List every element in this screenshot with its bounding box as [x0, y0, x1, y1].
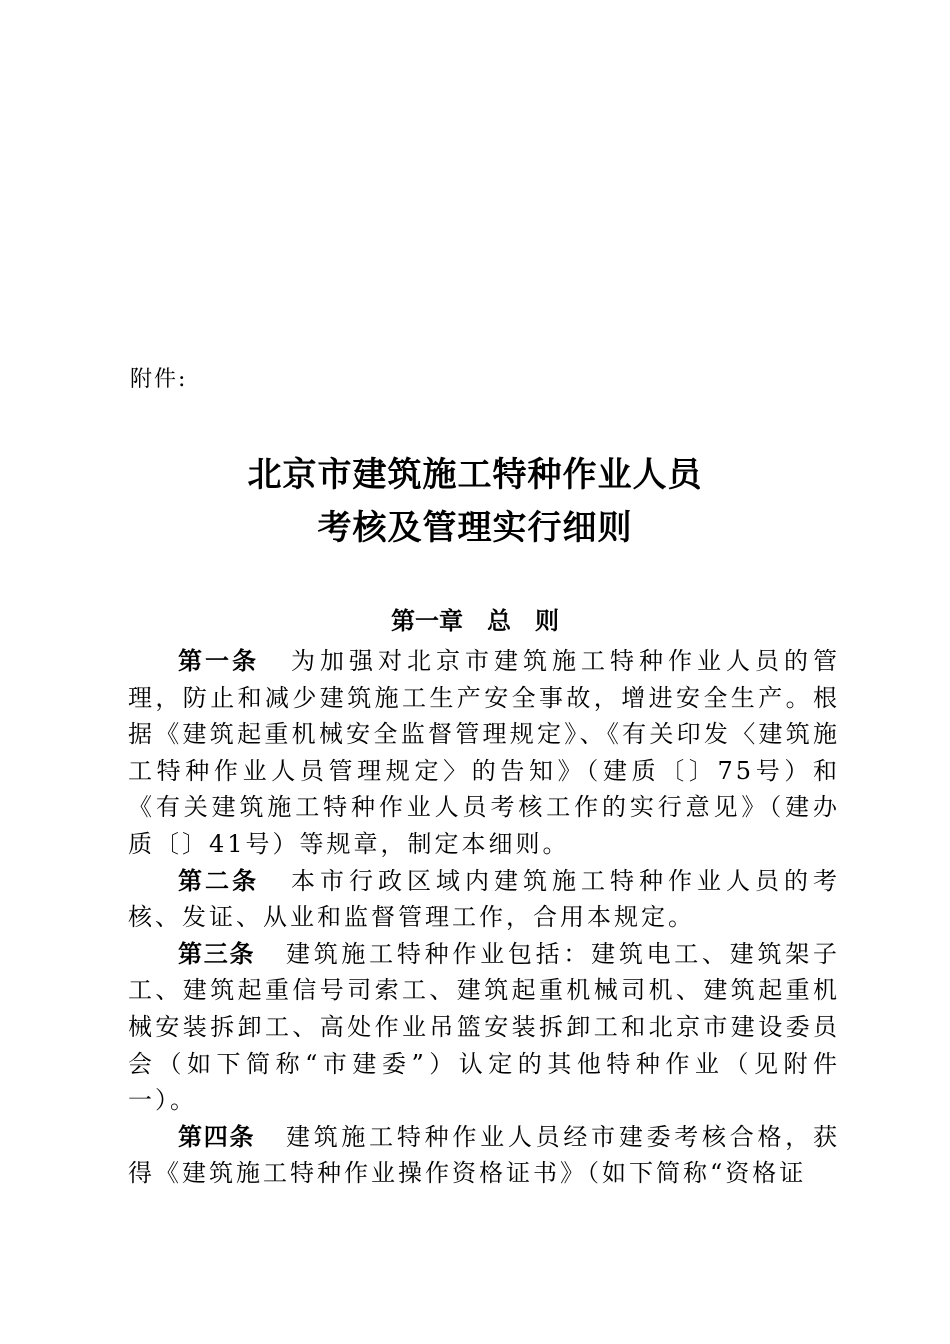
- article-4: [128, 1119, 840, 1192]
- chapter-heading: 第一章 总 则: [391, 606, 559, 635]
- article-number: 第四条: [178, 1121, 256, 1151]
- attachment-label: 附件:: [130, 367, 188, 392]
- document-title-line-1: 北京市建筑施工特种作业人员: [247, 455, 703, 495]
- article-text: 建筑施工特种作业人员经市建委考核合格，获得《建筑施工特种作业操作资格证书》（如下简称“资格证: [128, 1122, 840, 1188]
- article-text: 建筑施工特种作业包括：建筑电工、建筑架子工、建筑起重信号司索工、建筑起重机械司机、建筑起重机械安装拆卸工、高处作业吊篮安装拆卸工和北京市建设委员会（如下简称“市建委”）认定的其他特种作业（见附件一）。: [128, 939, 840, 1115]
- article-number: 第二条: [178, 865, 259, 895]
- article-2: [128, 863, 840, 936]
- article-number: 第三条: [178, 938, 256, 968]
- document-body: [128, 643, 840, 1192]
- article-3: [128, 936, 840, 1119]
- document-title-line-2: 考核及管理实行细则: [317, 508, 633, 548]
- article-text: 为加强对北京市建筑施工特种作业人员的管理，防止和减少建筑施工生产安全事故，增进安全生产。根据《建筑起重机械安全监督管理规定》、《有关印发〈建筑施工特种作业人员管理规定〉的告知》（建质〔〕75号）和《有关建筑施工特种作业人员考核工作的实行意见》（建办质〔〕41号）等规章，制定本细则。: [128, 647, 840, 858]
- article-1: [128, 643, 840, 863]
- article-text: 本市行政区域内建筑施工特种作业人员的考核、发证、从业和监督管理工作，合用本规定。: [128, 866, 840, 932]
- article-number: 第一条: [178, 646, 259, 675]
